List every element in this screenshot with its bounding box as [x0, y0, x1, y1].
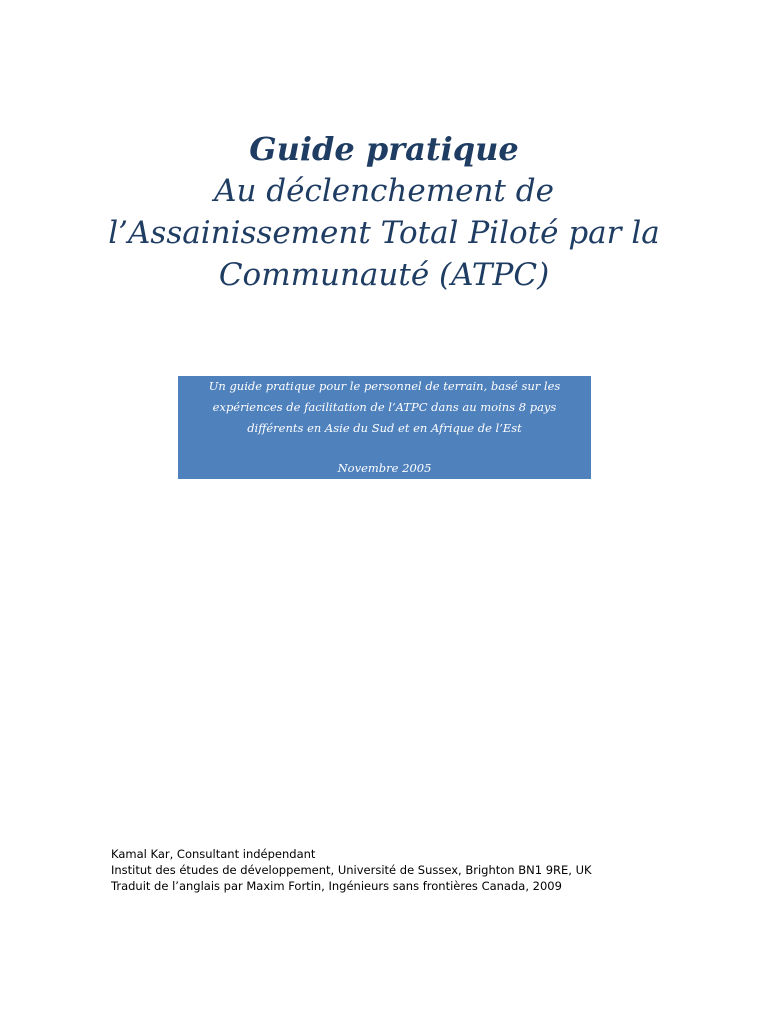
summary-box — [178, 376, 591, 479]
author-line: Kamal Kar, Consultant indépendant — [111, 847, 316, 861]
summary-date: Novembre 2005 — [337, 461, 432, 475]
summary-line-3: différents en Asie du Sud et en Afrique de l’Est — [247, 421, 522, 435]
summary-line-1: Un guide pratique pour le personnel de terrain, basé sur les — [208, 379, 561, 393]
subtitle-line-2: l’Assainissement Total Piloté par la — [108, 215, 660, 251]
subtitle-line-1: Au déclenchement de — [214, 173, 554, 209]
credits-block — [111, 846, 731, 894]
title-block — [0, 128, 768, 296]
institution-line: Institut des études de développement, Université de Sussex, Brighton BN1 9RE, UK — [111, 863, 592, 877]
document-title: Guide pratique — [249, 130, 519, 168]
translation-line: Traduit de l’anglais par Maxim Fortin, Ingénieurs sans frontières Canada, 2009 — [111, 879, 562, 893]
subtitle-line-3: Communauté (ATPC) — [218, 257, 550, 293]
summary-line-2: expériences de facilitation de l’ATPC dans au moins 8 pays — [212, 400, 557, 414]
summary-spacer — [184, 439, 585, 458]
